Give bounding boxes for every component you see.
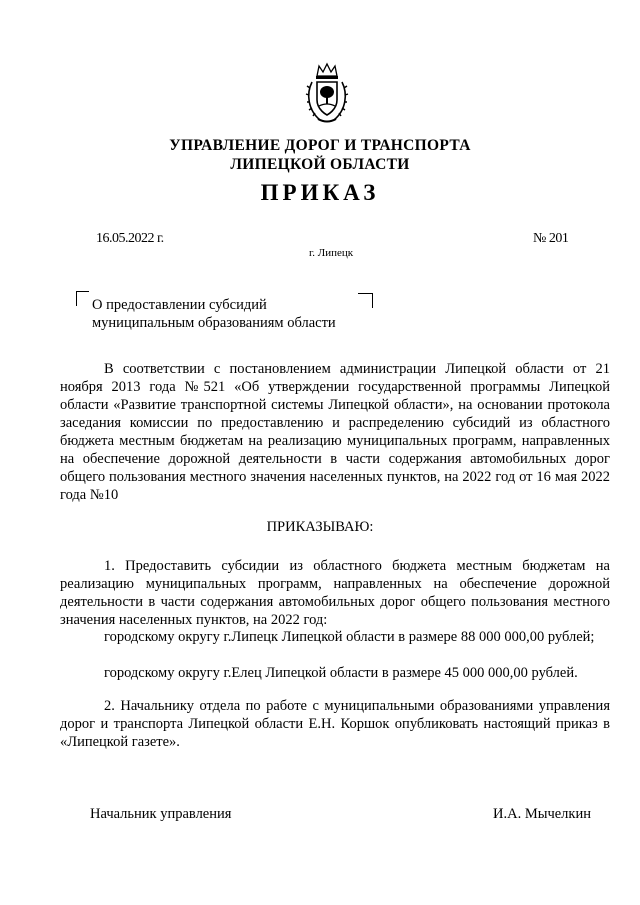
subject-line1: О предоставлении субсидий bbox=[92, 297, 267, 313]
subject-corner-left bbox=[76, 291, 89, 306]
order-item-1-sub-lipetsk: городскому округу г.Липецк Липецкой области в размере 88 000 000,00 рублей; bbox=[104, 629, 595, 645]
subject-line2: муниципальным образованиям области bbox=[92, 315, 336, 331]
preamble-paragraph: В соответствии с постановлением администрации Липецкой области от 21 ноября 2013 года №521 «Об утверждении государственной программы Липецкой области «Развитие транспортной системы Липецкой области», на основании протокола заседания комиссии по предоставлению и распределению субсидий из областного бюджета местным бюджетам на реализацию муниципальных программ, направленных на обеспечение дорожной деятельности в части содержания автомобильных дорог общего пользования местного значения населенных пунктов, на 2022 год от 16 мая 2022 года №10 bbox=[60, 361, 610, 503]
document-number: № 201 bbox=[533, 231, 569, 246]
document-date: 16.05.2022 г. bbox=[96, 231, 164, 246]
signature-title: Начальник управления bbox=[90, 806, 232, 822]
signature-name: И.А. Мычелкин bbox=[493, 806, 591, 822]
org-name-line2: ЛИПЕЦКОЙ ОБЛАСТИ bbox=[230, 156, 410, 173]
org-name-line1: УПРАВЛЕНИЕ ДОРОГ И ТРАНСПОРТА bbox=[169, 137, 471, 154]
order-item-2: 2. Начальнику отдела по работе с муниципальными образованиями управления дорог и транспорта Липецкой области Е.Н. Коршок опубликовать настоящий приказ в «Липецкой газете». bbox=[60, 698, 610, 750]
coat-of-arms-icon bbox=[304, 62, 350, 126]
document-city: г. Липецк bbox=[309, 247, 354, 259]
document-type-title: ПРИКАЗ bbox=[260, 180, 380, 205]
subject-corner-right bbox=[358, 293, 373, 308]
order-word: ПРИКАЗЫВАЮ: bbox=[266, 519, 374, 535]
order-item-1-sub-elets: городскому округу г.Елец Липецкой области в размере 45 000 000,00 рублей. bbox=[104, 665, 578, 681]
order-item-1: 1. Предоставить субсидии из областного бюджета местным бюджетам на реализацию муниципальных программ, направленных на обеспечение дорожной деятельности в части содержания автомобильных дорог общего пользования местного значения населенных пунктов, на 2022 год: bbox=[60, 558, 610, 628]
